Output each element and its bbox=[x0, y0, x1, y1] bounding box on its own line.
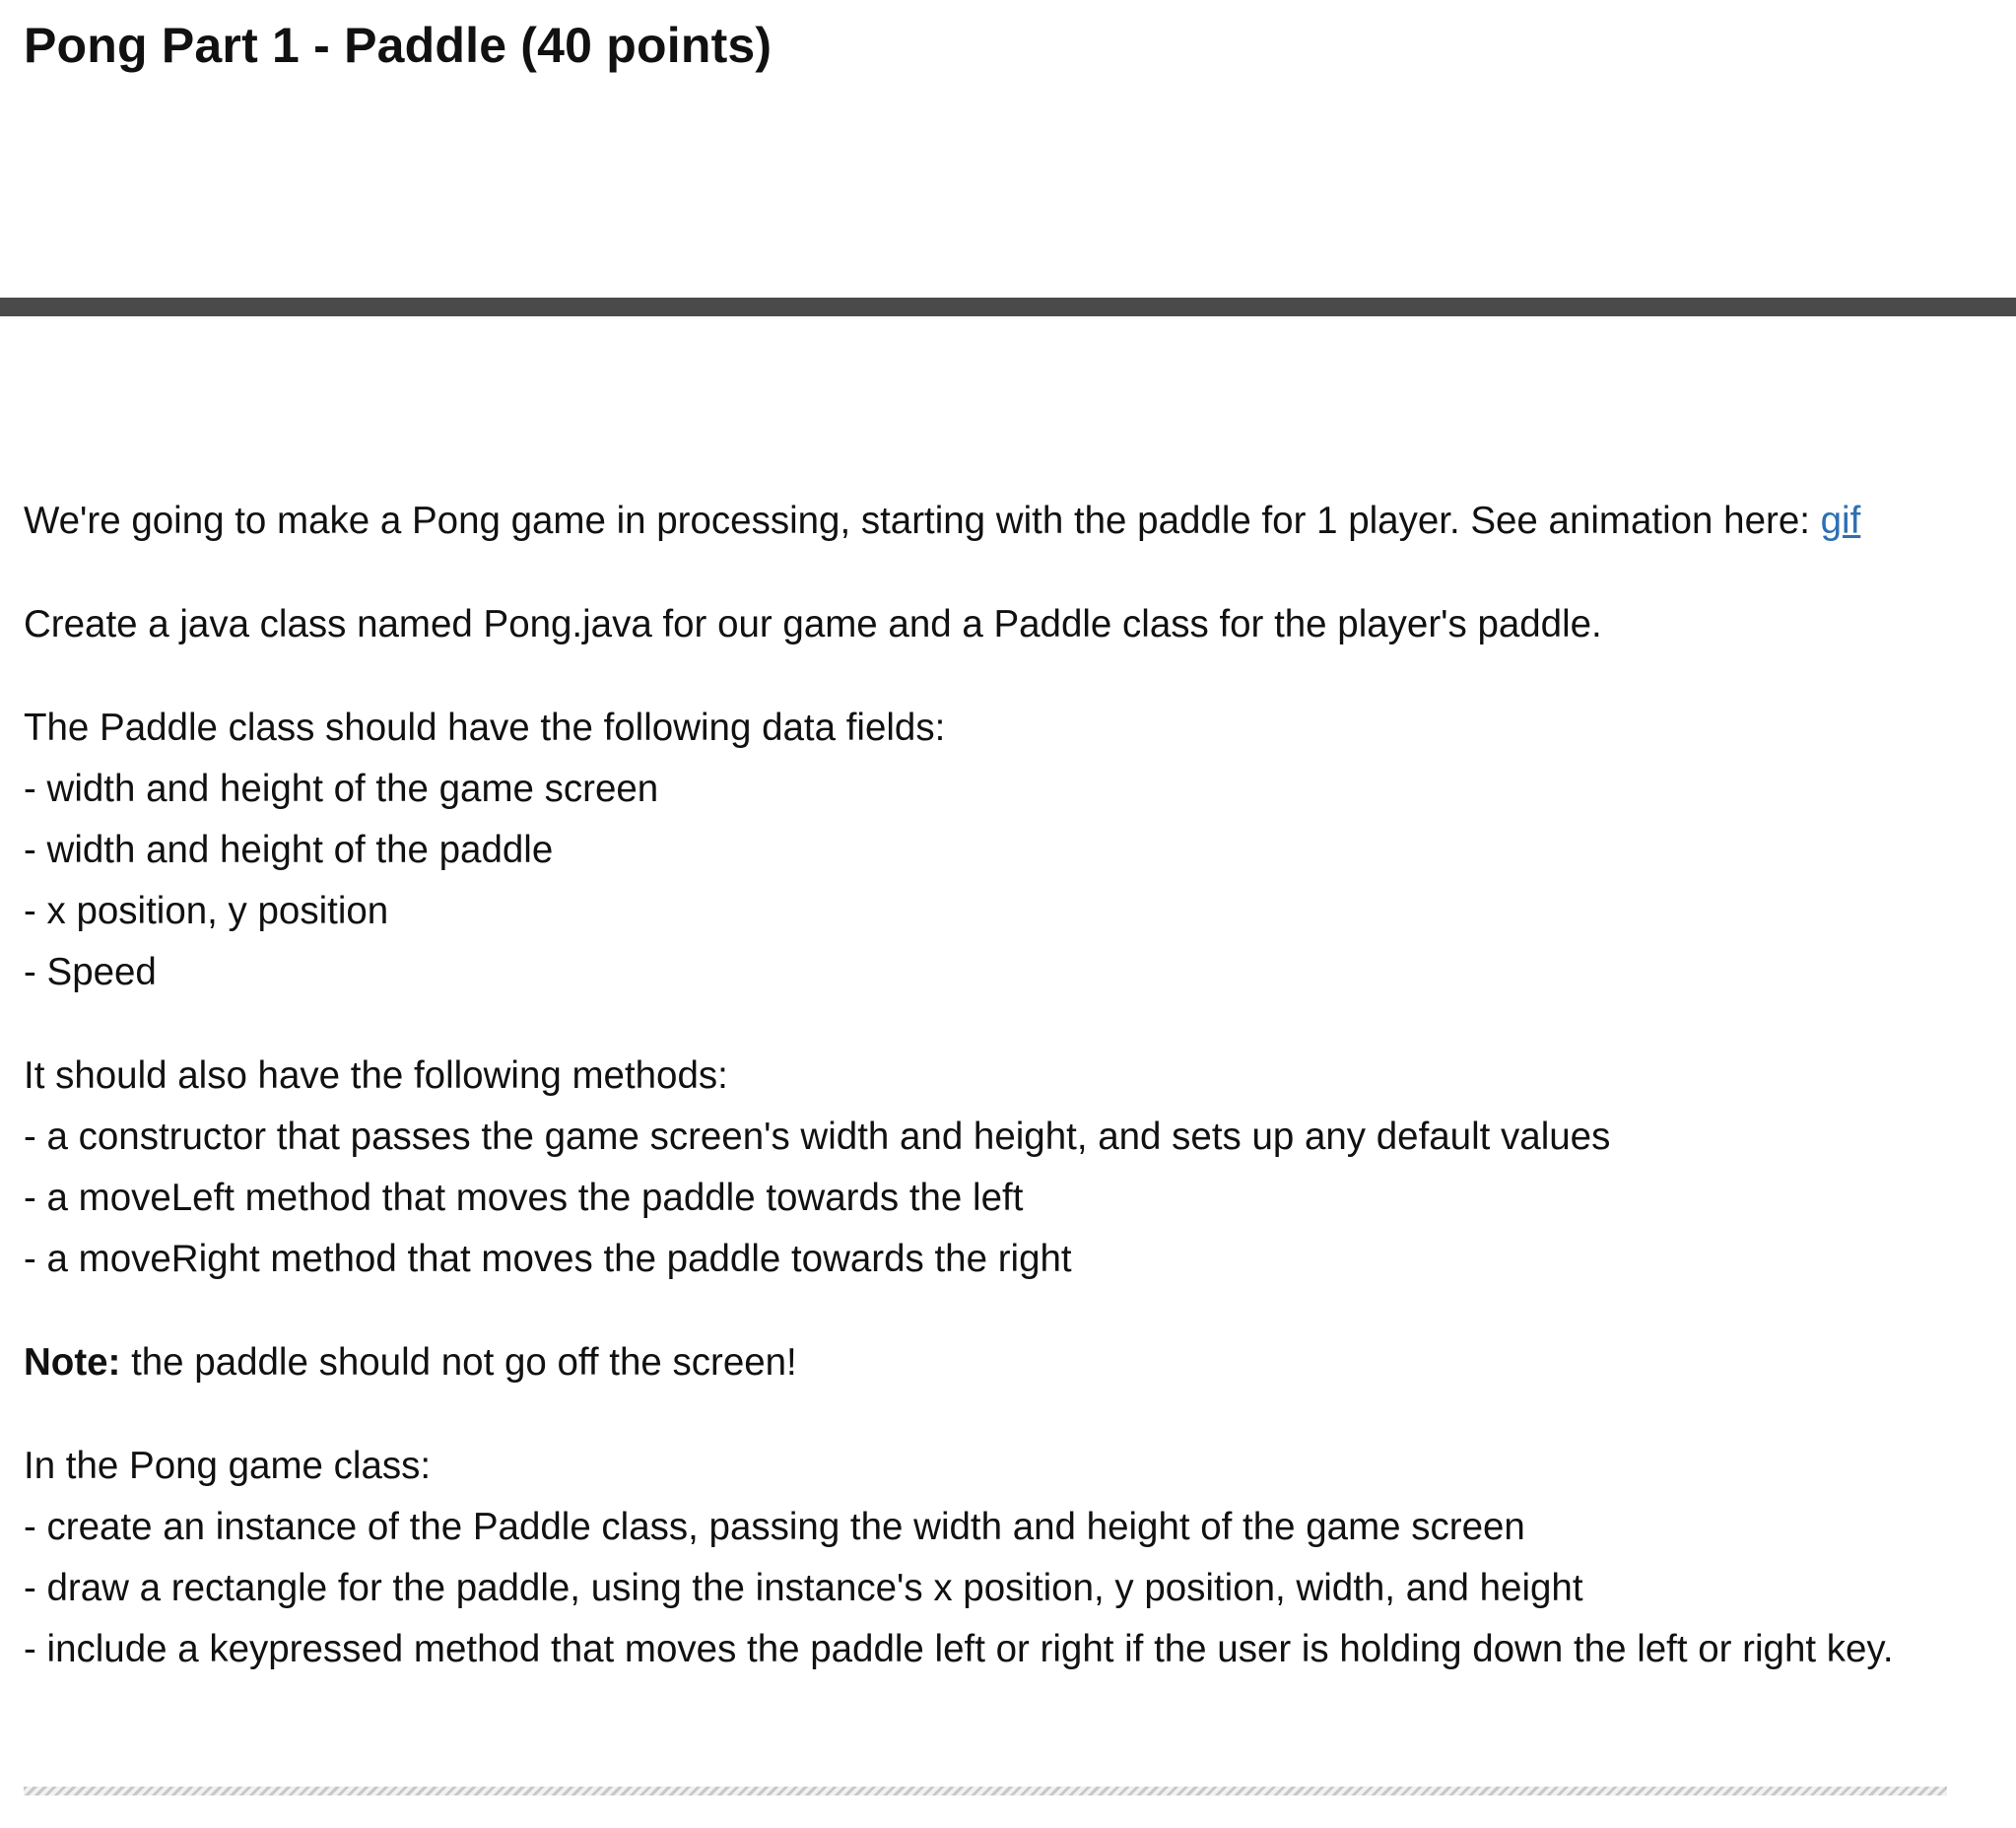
list-item: - a moveRight method that moves the paddle towards the right bbox=[24, 1238, 1072, 1280]
note-paragraph bbox=[24, 1332, 1955, 1393]
list-item: - draw a rectangle for the paddle, using the instance's x position, y position, width, and height bbox=[24, 1567, 1583, 1609]
header-divider bbox=[0, 298, 2016, 316]
pong-class-heading: In the Pong game class: bbox=[24, 1445, 432, 1487]
note-label: Note: bbox=[24, 1341, 121, 1384]
methods-section bbox=[24, 1046, 1955, 1290]
list-item: - create an instance of the Paddle class, passing the width and height of the game screen bbox=[24, 1506, 1525, 1548]
list-item: - Speed bbox=[24, 951, 157, 993]
create-class-paragraph: Create a java class named Pong.java for our game and a Paddle class for the player's paddle. bbox=[24, 603, 1602, 645]
list-item: - a moveLeft method that moves the paddle towards the left bbox=[24, 1177, 1024, 1219]
bottom-divider bbox=[24, 1787, 1947, 1795]
pong-class-section bbox=[24, 1436, 1955, 1680]
list-item: - a constructor that passes the game screen's width and height, and sets up any default values bbox=[24, 1116, 1611, 1158]
gif-link[interactable]: gif bbox=[1820, 500, 1861, 542]
list-item: - width and height of the paddle bbox=[24, 829, 554, 871]
intro-text: We're going to make a Pong game in processing, starting with the paddle for 1 player. See animation here: bbox=[24, 500, 1821, 542]
data-fields-heading: The Paddle class should have the following data fields: bbox=[24, 707, 946, 749]
list-item: - include a keypressed method that moves the paddle left or right if the user is holding down the left or right key. bbox=[24, 1628, 1894, 1670]
intro-paragraph bbox=[24, 491, 1955, 552]
data-fields-section bbox=[24, 698, 1955, 1003]
list-item: - x position, y position bbox=[24, 890, 389, 932]
list-item: - width and height of the game screen bbox=[24, 768, 659, 810]
note-text: the paddle should not go off the screen! bbox=[120, 1341, 797, 1384]
assignment-body bbox=[24, 491, 1955, 1723]
methods-heading: It should also have the following methods: bbox=[24, 1054, 728, 1097]
page-title: Pong Part 1 - Paddle (40 points) bbox=[24, 18, 773, 73]
